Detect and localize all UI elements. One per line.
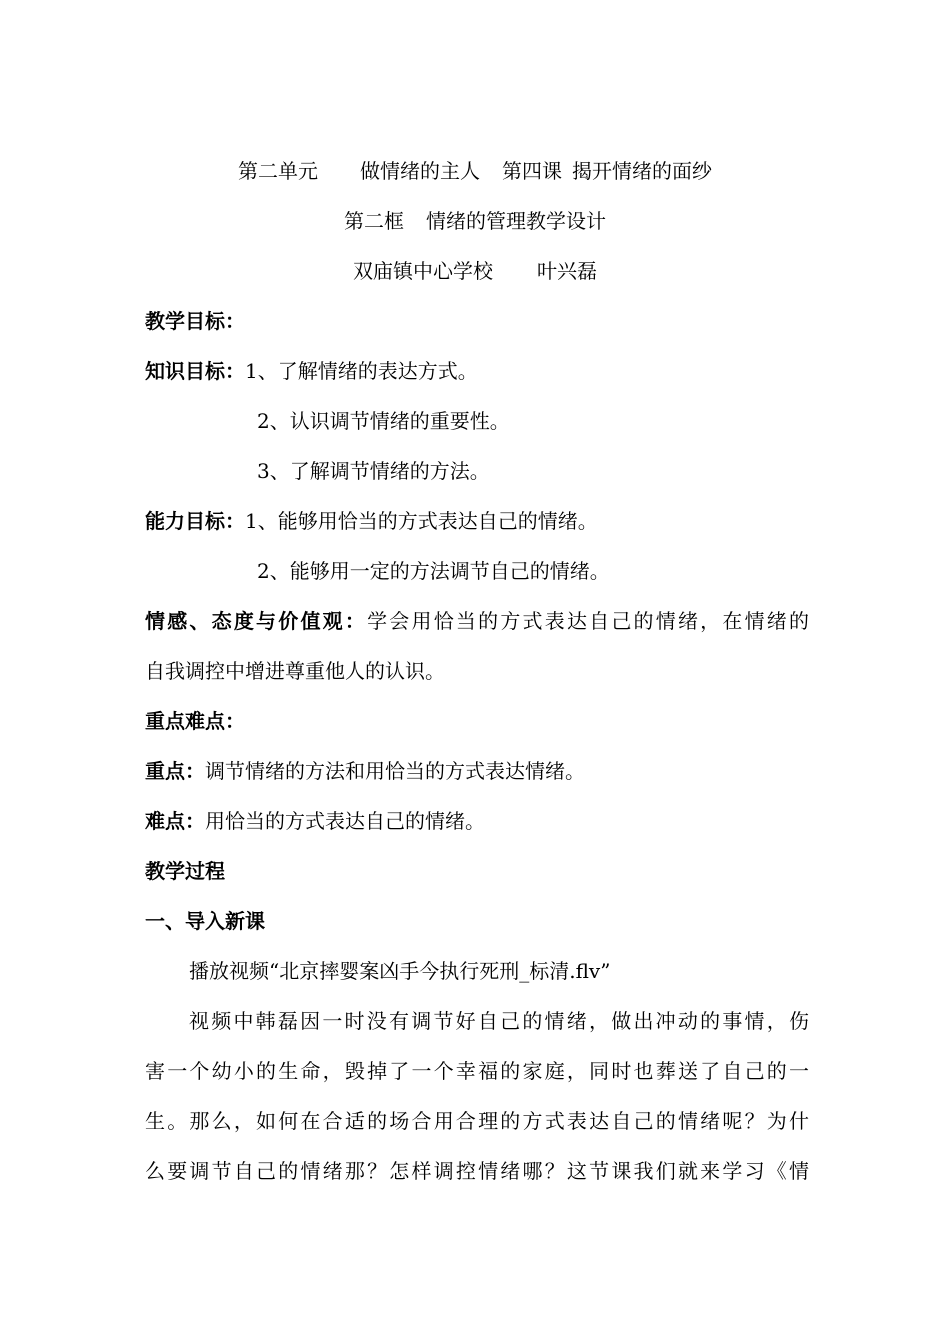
attitude-objective-row bbox=[145, 606, 809, 636]
paragraph-line: 生。那么，如何在合适的场合用合理的方式表达自己的情绪呢？为什 bbox=[145, 1109, 809, 1133]
title-line-2 bbox=[0, 206, 950, 236]
unit-label: 第二单元 bbox=[238, 159, 318, 183]
paragraph-line: 么要调节自己的情绪那？怎样调控情绪哪？这节课我们就来学习《情 bbox=[145, 1159, 809, 1183]
paragraph-line: 视频中韩磊因一时没有调节好自己的情绪，做出冲动的事情，伤 bbox=[189, 1009, 809, 1033]
difficult-text: 用恰当的方式表达自己的情绪。 bbox=[205, 809, 485, 833]
lesson-title: 揭开情绪的面纱 bbox=[572, 159, 712, 183]
knowledge-objective-row bbox=[145, 356, 478, 386]
knowledge-item: 2、认识调节情绪的重要性。 bbox=[257, 409, 510, 433]
knowledge-item: 1、了解情绪的表达方式。 bbox=[245, 359, 478, 383]
author-line bbox=[0, 256, 950, 286]
key-text: 调节情绪的方法和用恰当的方式表达情绪。 bbox=[205, 759, 585, 783]
key-points-heading: 重点难点： bbox=[145, 709, 245, 733]
key-point-row bbox=[145, 756, 585, 786]
author-school: 双庙镇中心学校 bbox=[353, 259, 493, 283]
objectives-heading: 教学目标： bbox=[145, 309, 245, 333]
section-heading: 一、导入新课 bbox=[145, 909, 265, 933]
ability-objective-row bbox=[145, 506, 598, 536]
difficult-point-row bbox=[145, 806, 485, 836]
attitude-label: 情感、态度与价值观： bbox=[145, 609, 368, 633]
key-label: 重点： bbox=[145, 759, 205, 783]
ability-item: 2、能够用一定的方法调节自己的情绪。 bbox=[257, 559, 610, 583]
frame-title: 情绪的管理教学设计 bbox=[426, 209, 606, 233]
knowledge-label: 知识目标： bbox=[145, 359, 245, 383]
difficult-label: 难点： bbox=[145, 809, 205, 833]
knowledge-item: 3、了解调节情绪的方法。 bbox=[257, 459, 490, 483]
frame-label: 第二框 bbox=[344, 209, 404, 233]
lesson-label: 第四课 bbox=[502, 159, 562, 183]
title-line-1 bbox=[0, 156, 950, 186]
attitude-text: 学会用恰当的方式表达自己的情绪，在情绪的 bbox=[367, 609, 810, 633]
process-heading: 教学过程 bbox=[145, 859, 225, 883]
paragraph-line: 播放视频“北京摔婴案凶手今执行死刑_标清.flv” bbox=[189, 959, 611, 983]
author-name: 叶兴磊 bbox=[537, 259, 597, 283]
ability-label: 能力目标： bbox=[145, 509, 245, 533]
attitude-text: 自我调控中增进尊重他人的认识。 bbox=[145, 659, 445, 683]
paragraph-line: 害一个幼小的生命，毁掉了一个幸福的家庭，同时也葬送了自己的一 bbox=[145, 1059, 809, 1083]
unit-title: 做情绪的主人 bbox=[360, 159, 480, 183]
ability-item: 1、能够用恰当的方式表达自己的情绪。 bbox=[245, 509, 598, 533]
